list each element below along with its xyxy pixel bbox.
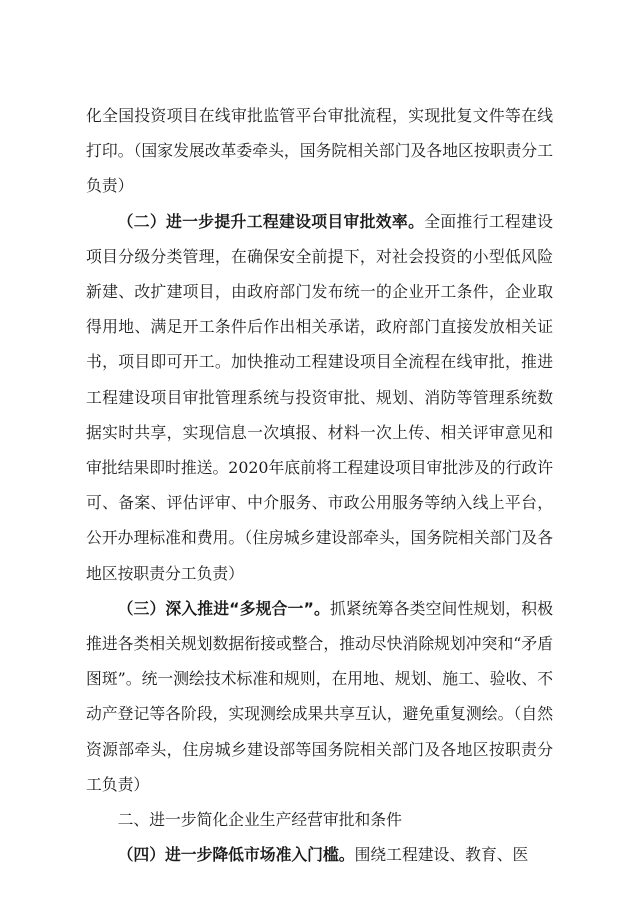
- paragraph-text: 化全国投资项目在线审批监管平台审批流程，实现批复文件等在线打印。（国家发展改革委牵头，国务院相关部门及各地区按职责分工负责）: [86, 106, 553, 196]
- paragraph-heading: （三）深入推进“多规合一”。: [117, 598, 330, 618]
- paragraph-heading: （二）进一步提升工程建设项目审批效率。: [117, 211, 425, 231]
- paragraph-heading: （四）进一步降低市场准入门槛。: [117, 845, 355, 865]
- paragraph-text: 全面推行工程建设项目分级分类管理，在确保安全前提下，对社会投资的小型低风险新建、改扩建项目，由政府部门发布统一的企业开工条件，企业取得用地、满足开工条件后作出相关承诺，政府部门直接发放相关证书，项目即可开工。加快推动工程建设项目全流程在线审批，推进工程建设项目审批管理系统与投资审批、规划、消防等管理系统数据实时共享，实现信息一次填报、材料一次上传、相关评审意见和审批结果即时推送。2020年底前将工程建设项目审批涉及的行政许可、备案、评估评审、中介服务、市政公用服务等纳入线上平台，公开办理标准和费用。（住房城乡建设部牵头，国务院相关部门及各地区按职责分工负责）: [86, 211, 553, 583]
- section-heading: 二、进一步简化企业生产经营审批和条件: [117, 810, 402, 830]
- paragraph-text: 围绕工程建设、教育、医: [354, 845, 529, 865]
- document-body: [86, 98, 553, 872]
- paragraph-text: 抓紧统筹各类空间性规划，积极推进各类相关规划数据衔接或整合，推动尽快消除规划冲突和“矛盾图斑”。统一测绘技术标准和规则，在用地、规划、施工、验收、不动产登记等各阶段，实现测绘成果共享互认，避免重复测绘。（自然资源部牵头，住房城乡建设部等国务院相关部门及各地区按职责分工负责）: [86, 598, 553, 794]
- paragraph-four: [86, 837, 553, 872]
- paragraph-three: [86, 591, 553, 802]
- paragraph-continued: [86, 98, 553, 204]
- paragraph-two: [86, 204, 553, 591]
